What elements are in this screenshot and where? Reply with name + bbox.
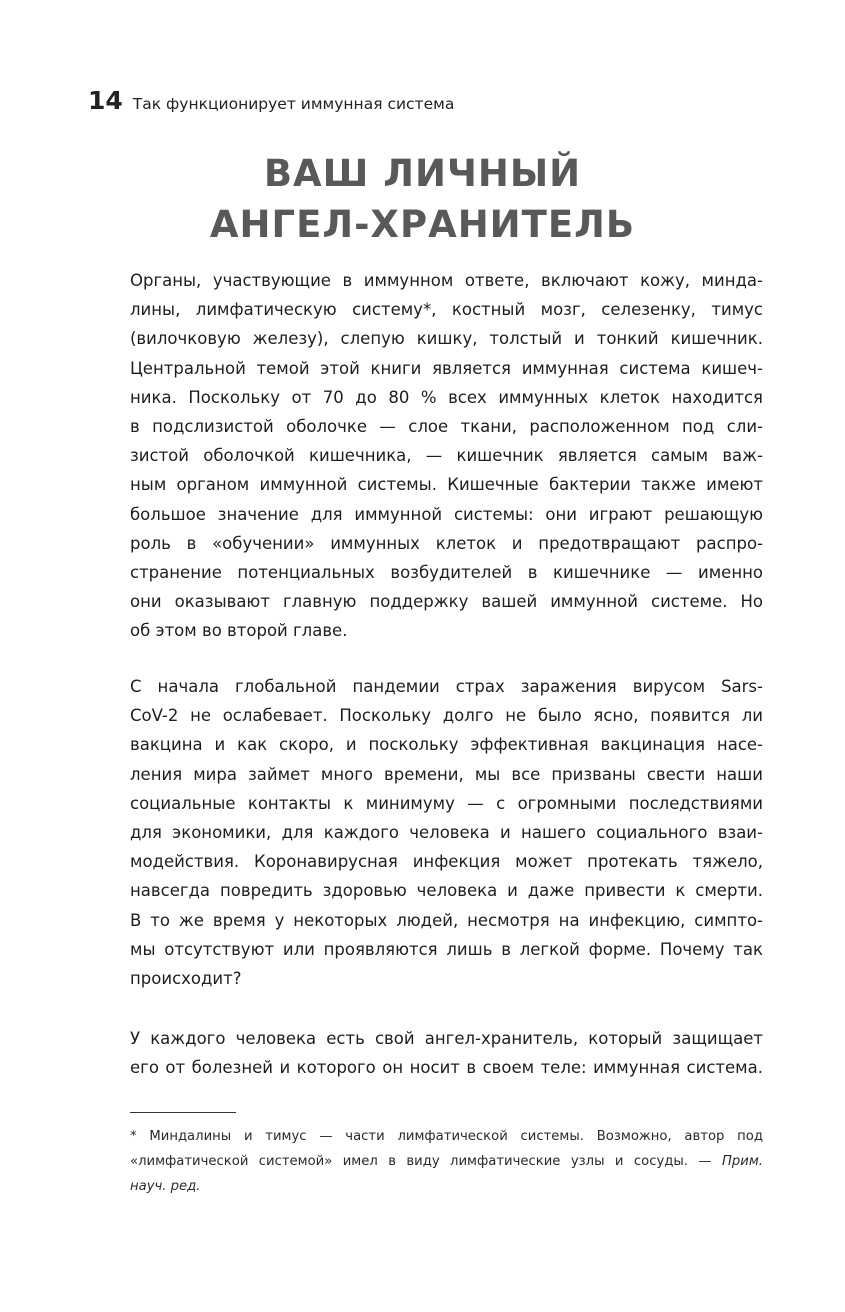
footnote-text: «лимфатической системой» имел в виду лимфатические узлы и сосуды. — (130, 1154, 722, 1169)
paragraph-2 (130, 672, 763, 993)
text-line: происходит? (130, 969, 242, 989)
chapter-title-line-2: АНГЕЛ-ХРАНИТЕЛЬ (209, 203, 636, 246)
text-line: роль в «обучении» иммунных клеток и предотвращают распро- (130, 533, 763, 553)
text-line: вакцина и как скоро, и поскольку эффективная вакцинация насе- (130, 735, 763, 755)
text-line: для экономики, для каждого человека и нашего социального взаи- (130, 823, 763, 843)
footnote-line (130, 1174, 763, 1199)
paragraph-3 (130, 1024, 763, 1082)
running-head (88, 86, 454, 115)
running-title: Так функционирует иммунная система (132, 95, 455, 113)
text-line: С начала глобальной пандемии страх заражения вирусом Sars- (130, 677, 763, 696)
text-line: они оказывают главную поддержку вашей иммунной системе. Но (130, 592, 763, 612)
chapter-title-line-1: ВАШ ЛИЧНЫЙ (263, 152, 582, 195)
footnote-divider (130, 1112, 236, 1113)
text-line: CoV-2 не ослабевает. Поскольку долго не было ясно, появится ли (130, 706, 763, 726)
text-line: В то же время у некоторых людей, несмотря на инфекцию, симпто- (130, 910, 763, 930)
footnote-line: * Миндалины и тимус — части лимфатической системы. Возможно, автор под (130, 1129, 763, 1144)
text-line: модействия. Коронавирусная инфекция может протекать тяжело, (130, 852, 763, 872)
paragraph-1 (130, 266, 763, 646)
footnote-italic: Прим. (722, 1154, 763, 1169)
text-line: странение потенциальных возбудителей в кишечнике — именно (130, 563, 763, 583)
footnote-italic: науч. ред. (130, 1179, 201, 1194)
text-line: об этом во второй главе. (130, 621, 348, 641)
text-line: Центральной темой этой книги является иммунная система кишеч- (130, 358, 763, 378)
text-line: его от болезней и которого он носит в своем теле: иммунная система. (130, 1058, 763, 1078)
text-line: мы отсутствуют или проявляются лишь в легкой форме. Почему так (130, 939, 763, 959)
text-line: в подслизистой оболочке — слое ткани, расположенном под сли- (130, 417, 763, 437)
footnote (130, 1124, 763, 1199)
text-line: социальные контакты к минимуму — с огромными последствиями (130, 793, 763, 813)
text-line: навсегда повредить здоровью человека и даже привести к смерти. (130, 881, 763, 901)
text-line: лины, лимфатическую систему*, костный мозг, селезенку, тимус (130, 300, 763, 320)
text-line: ным органом иммунной системы. Кишечные бактерии также имеют (130, 475, 763, 495)
text-line: ления мира займет много времени, мы все призваны свести наши (130, 764, 763, 784)
text-line: (вилочковую железу), слепую кишку, толстый и тонкий кишечник. (130, 329, 763, 349)
text-line: У каждого человека есть свой ангел-хранитель, который защищает (130, 1029, 763, 1048)
text-line: Органы, участвующие в иммунном ответе, включают кожу, минда- (130, 271, 763, 290)
footnote-line (130, 1149, 763, 1174)
chapter-title (0, 148, 845, 250)
text-line: зистой оболочкой кишечника, — кишечник является самым важ- (130, 446, 763, 466)
page-number: 14 (88, 86, 123, 115)
text-line: ника. Поскольку от 70 до 80 % всех иммунных клеток находится (130, 387, 763, 407)
text-line: большое значение для иммунной системы: они играют решающую (130, 504, 763, 524)
